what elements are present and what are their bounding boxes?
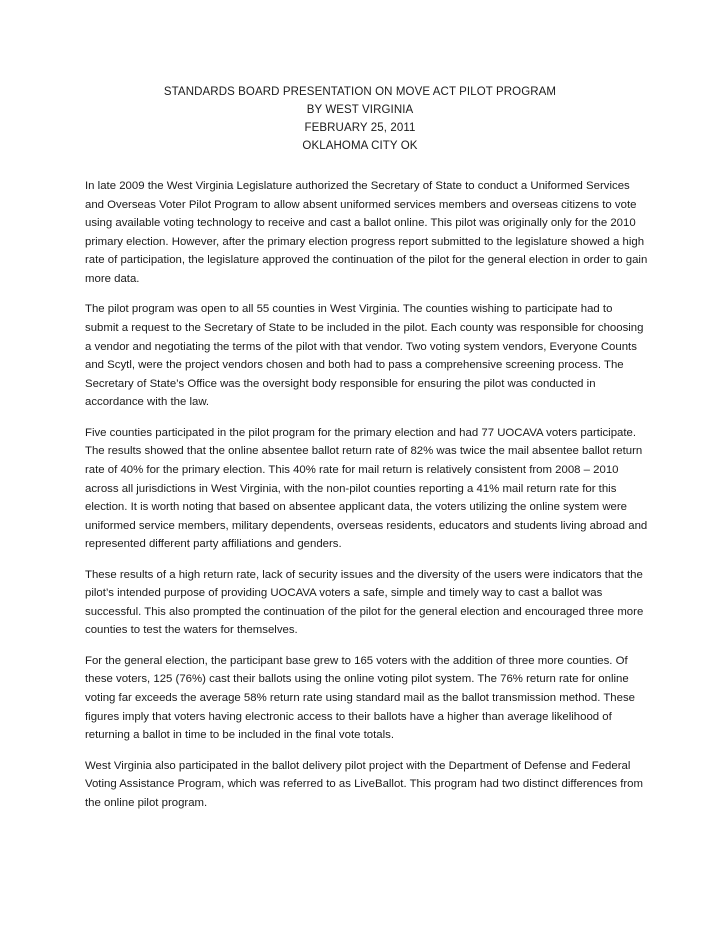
paragraph: These results of a high return rate, lack of security issues and the diversity of the users were indicators that the pilot’s intended purpose of providing UOCAVA voters a safe, simple and timely way to cast a ballot was successful. This also prompted the continuation of the pilot for the general election and encouraged three more counties to test the waters for themselves. <box>85 568 644 637</box>
paragraph: The pilot program was open to all 55 counties in West Virginia. The counties wishing to participate had to submit a request to the Secretary of State to be included in the pilot. Each county was responsible for choosing a vendor and negotiating the terms of the pilot with that vendor. Two voting system vendors, Everyone Counts and Scytl, were the project vendors chosen and both had to pass a comprehensive screening process. The Secretary of State’s Office was the oversight body responsible for ensuring the pilot was conducted in accordance with the law. <box>85 303 644 409</box>
document-header <box>0 83 720 155</box>
title-line: STANDARDS BOARD PRESENTATION ON MOVE ACT PILOT PROGRAM <box>163 86 557 98</box>
byline: BY WEST VIRGINIA <box>306 104 414 116</box>
paragraph: For the general election, the participant base grew to 165 voters with the addition of three more counties. Of these voters, 125 (76%) cast their ballots using the online voting pilot system. The 76% return rate for online voting far exceeds the average 58% return rate using standard mail as the ballot transmission method. These figures imply that voters having electronic access to their ballots have a higher than average likelihood of returning a ballot in time to be included in the final vote totals. <box>85 654 636 742</box>
paragraph: Five counties participated in the pilot program for the primary election and had 77 UOCAVA voters participate. The results showed that the online absentee ballot return rate of 82% was twice the mail absentee ballot return rate of 40% for the primary election. This 40% rate for mail return is relatively consistent from 2008 – 2010 across all jurisdictions in West Virginia, with the non-pilot counties reporting a 41% mail return rate for this election. It is worth noting that based on absentee applicant data, the voters utilizing the online system were uniformed service members, military dependents, overseas residents, educators and students living abroad and represented different party affiliations and genders. <box>85 426 648 551</box>
date-line: FEBRUARY 25, 2011 <box>304 122 416 134</box>
location-line: OKLAHOMA CITY OK <box>302 140 418 152</box>
paragraph: West Virginia also participated in the ballot delivery pilot project with the Department of Defense and Federal Voting Assistance Program, which was referred to as LiveBallot. This program had two distinct differences from the online pilot program. <box>85 759 643 809</box>
paragraph: In late 2009 the West Virginia Legislature authorized the Secretary of State to conduct a Uniformed Services and Overseas Voter Pilot Program to allow absent uniformed services members and overseas citizens to vote using available voting technology to receive and cast a ballot online. This pilot was originally only for the 2010 primary election. However, after the primary election progress report submitted to the legislature showed a high rate of participation, the legislature approved the continuation of the pilot for the general election in order to gain more data. <box>85 180 648 285</box>
document-body <box>85 177 649 824</box>
